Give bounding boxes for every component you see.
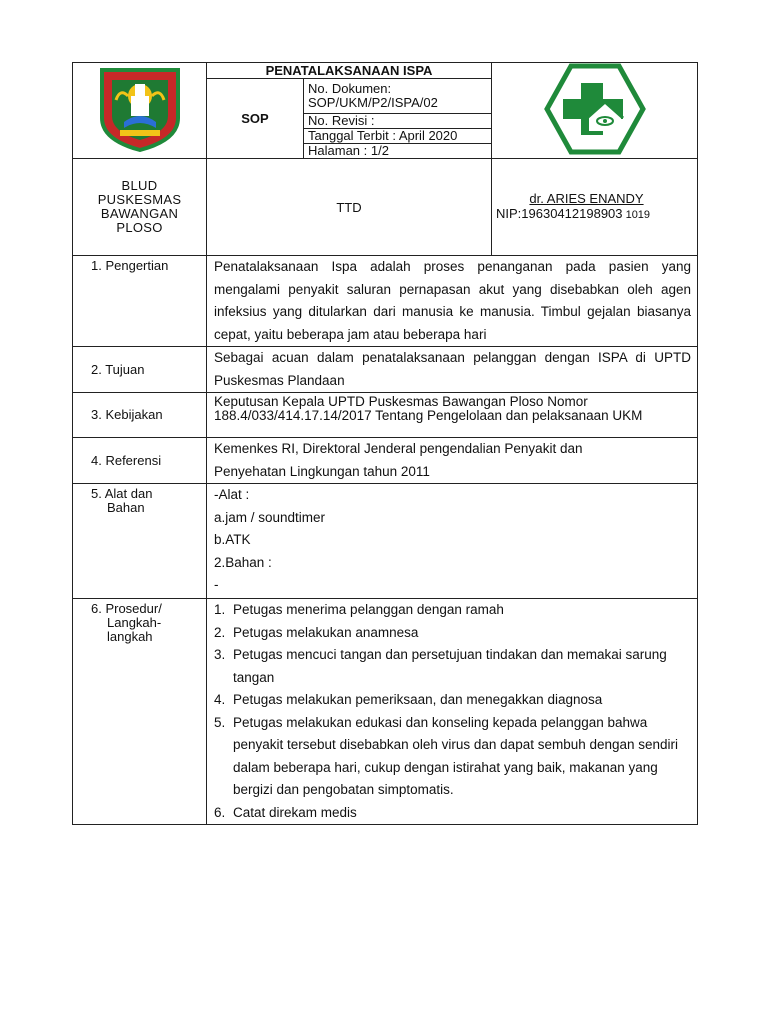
no-revisi: No. Revisi : xyxy=(304,114,492,129)
section-alat-bahan xyxy=(73,484,698,599)
procedure-step xyxy=(214,689,691,712)
signer-nip-suffix: 1019 xyxy=(622,209,651,221)
procedure-list xyxy=(214,599,691,824)
section-content: Sebagai acuan dalam penatalaksanaan pelanggan dengan ISPA di UPTD Puskesmas Plandaan xyxy=(207,347,698,393)
step-text: Petugas melakukan pemeriksaan, dan menegakkan diagnosa xyxy=(233,692,603,707)
step-number: 4. xyxy=(214,692,226,707)
section-content xyxy=(207,438,698,484)
label-line: Bahan xyxy=(107,500,145,515)
content-table xyxy=(72,255,698,825)
tanggal-terbit: Tanggal Terbit : April 2020 xyxy=(304,129,492,144)
no-dokumen-label: No. Dokumen: xyxy=(308,81,392,96)
no-dokumen-value: SOP/UKM/P2/ISPA/02 xyxy=(308,95,438,110)
label-line: Langkah- xyxy=(107,615,162,630)
step-number: 2. xyxy=(214,624,226,640)
content-line: 2.Bahan : xyxy=(214,554,272,570)
step-text: Petugas melakukan anamnesa xyxy=(233,624,419,640)
regional-crest-icon xyxy=(98,66,182,152)
step-text: Petugas menerima pelanggan dengan ramah xyxy=(233,602,504,617)
section-kebijakan xyxy=(73,393,698,438)
procedure-step xyxy=(214,622,691,645)
halaman: Halaman : 1/2 xyxy=(304,144,492,159)
document-title: PENATALAKSANAAN ISPA xyxy=(207,63,492,79)
label-line: 6. Prosedur/ xyxy=(91,601,162,616)
institution-line: PUSKESMAS xyxy=(97,192,182,207)
content-line: Kemenkes RI, Direktoral Jenderal pengendalian Penyakit dan xyxy=(214,441,583,456)
content-line: Penyehatan Lingkungan tahun 2011 xyxy=(214,463,430,479)
section-content xyxy=(207,599,698,825)
section-tujuan xyxy=(73,347,698,393)
procedure-step xyxy=(214,599,691,622)
step-number: 6. xyxy=(214,804,226,820)
section-label xyxy=(73,599,207,825)
section-label: 2. Tujuan xyxy=(73,347,207,393)
sop-document xyxy=(72,62,697,825)
step-text: Catat direkam medis xyxy=(233,804,357,820)
step-number: 1. xyxy=(214,602,226,617)
section-label: 1. Pengertian xyxy=(73,256,207,347)
step-number: 5. xyxy=(214,714,226,730)
procedure-step xyxy=(214,802,691,825)
section-referensi xyxy=(73,438,698,484)
section-label xyxy=(73,484,207,599)
signer-nip: NIP:19630412198903 xyxy=(496,206,623,221)
sop-label: SOP xyxy=(207,79,304,159)
institution-line: BLUD xyxy=(121,178,158,193)
step-text: Petugas melakukan edukasi dan konseling kepada pelanggan bahwa penyakit tersebut disebabkan oleh virus dan dapat sembuh dengan sendiri dalam beberapa hari, cukup dengan istirahat yang baik, makanan yang bergizi dan pengobatan simptomatis. xyxy=(233,714,679,797)
right-logo-cell xyxy=(492,63,698,159)
section-content xyxy=(207,484,698,599)
label-line: 5. Alat dan xyxy=(91,486,153,501)
puskesmas-logo-icon xyxy=(543,63,647,155)
institution-name xyxy=(73,159,207,256)
signer-name: dr. ARIES ENANDY xyxy=(529,191,644,206)
content-line: b.ATK xyxy=(214,532,251,547)
ttd-cell: TTD xyxy=(207,159,492,256)
header-table xyxy=(72,62,698,256)
section-label: 4. Referensi xyxy=(73,438,207,484)
step-number: 3. xyxy=(214,647,226,662)
institution-line: PLOSO xyxy=(116,220,163,235)
section-content: Penatalaksanaan Ispa adalah proses penanganan pada pasien yang mengalami penyakit saluran pernapasan akut yang disebabkan oleh agen infeksius yang ditularkan dari manusia ke manusia. Timbul gejalan biasanya cepat, yaitu beberapa jam atau beberapa hari xyxy=(207,256,698,347)
left-logo-cell xyxy=(73,63,207,159)
procedure-step xyxy=(214,712,691,802)
section-label: 3. Kebijakan xyxy=(73,393,207,438)
section-pengertian xyxy=(73,256,698,347)
signer-cell xyxy=(492,159,698,256)
label-line: langkah xyxy=(107,629,153,644)
content-line: - xyxy=(214,577,219,592)
section-prosedur xyxy=(73,599,698,825)
step-text: Petugas mencuci tangan dan persetujuan tindakan dan memakai sarung tangan xyxy=(233,647,667,685)
section-content: Keputusan Kepala UPTD Puskesmas Bawangan Ploso Nomor 188.4/033/414.17.14/2017 Tentang Pengelolaan dan pelaksanaan UKM xyxy=(207,393,698,438)
content-line: -Alat : xyxy=(214,487,250,502)
institution-line: BAWANGAN xyxy=(100,206,179,221)
content-line: a.jam / soundtimer xyxy=(214,509,326,525)
no-dokumen xyxy=(304,79,492,114)
procedure-step xyxy=(214,644,691,689)
